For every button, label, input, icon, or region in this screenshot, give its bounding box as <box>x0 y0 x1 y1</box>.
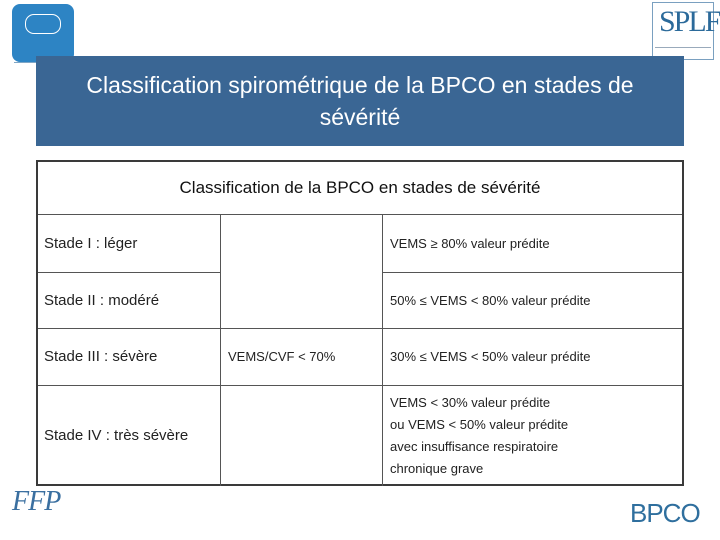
classification-table <box>36 160 684 486</box>
fondation-du-souffle-logo <box>12 4 74 62</box>
stage-label: Stade IV : très sévère <box>44 427 189 444</box>
criterion-value: VEMS ≥ 80% valeur prédite <box>390 235 550 251</box>
criterion-value-multiline <box>390 385 680 486</box>
criterion-value: 50% ≤ VEMS < 80% valeur prédite <box>390 292 591 308</box>
criterion-line: ou VEMS < 50% valeur prédite <box>390 416 569 432</box>
table-title: Classification de la BPCO en stades de sévérité <box>179 178 541 197</box>
criterion-line: avec insuffisance respiratoire <box>390 438 559 454</box>
ffp-logo: FFP <box>12 486 61 517</box>
column-divider <box>382 214 383 486</box>
criterion-value: 30% ≤ VEMS < 50% valeur prédite <box>390 349 591 364</box>
bpco-logo: BPCO <box>630 498 700 528</box>
shared-criterion: VEMS/CVF < 70% <box>228 349 336 364</box>
criterion-line: VEMS < 30% valeur prédite <box>390 394 551 410</box>
stage-label: Stade I : léger <box>44 234 138 252</box>
slide-title: Classification spirométrique de la BPCO en stades de sévérité <box>86 72 634 130</box>
stage-label: Stade II : modéré <box>44 291 160 309</box>
stage-label: Stade III : sévère <box>44 348 158 365</box>
criterion-line: chronique grave <box>390 460 484 476</box>
slide-title-banner <box>36 56 684 146</box>
splf-logo: SPLF <box>652 2 714 60</box>
